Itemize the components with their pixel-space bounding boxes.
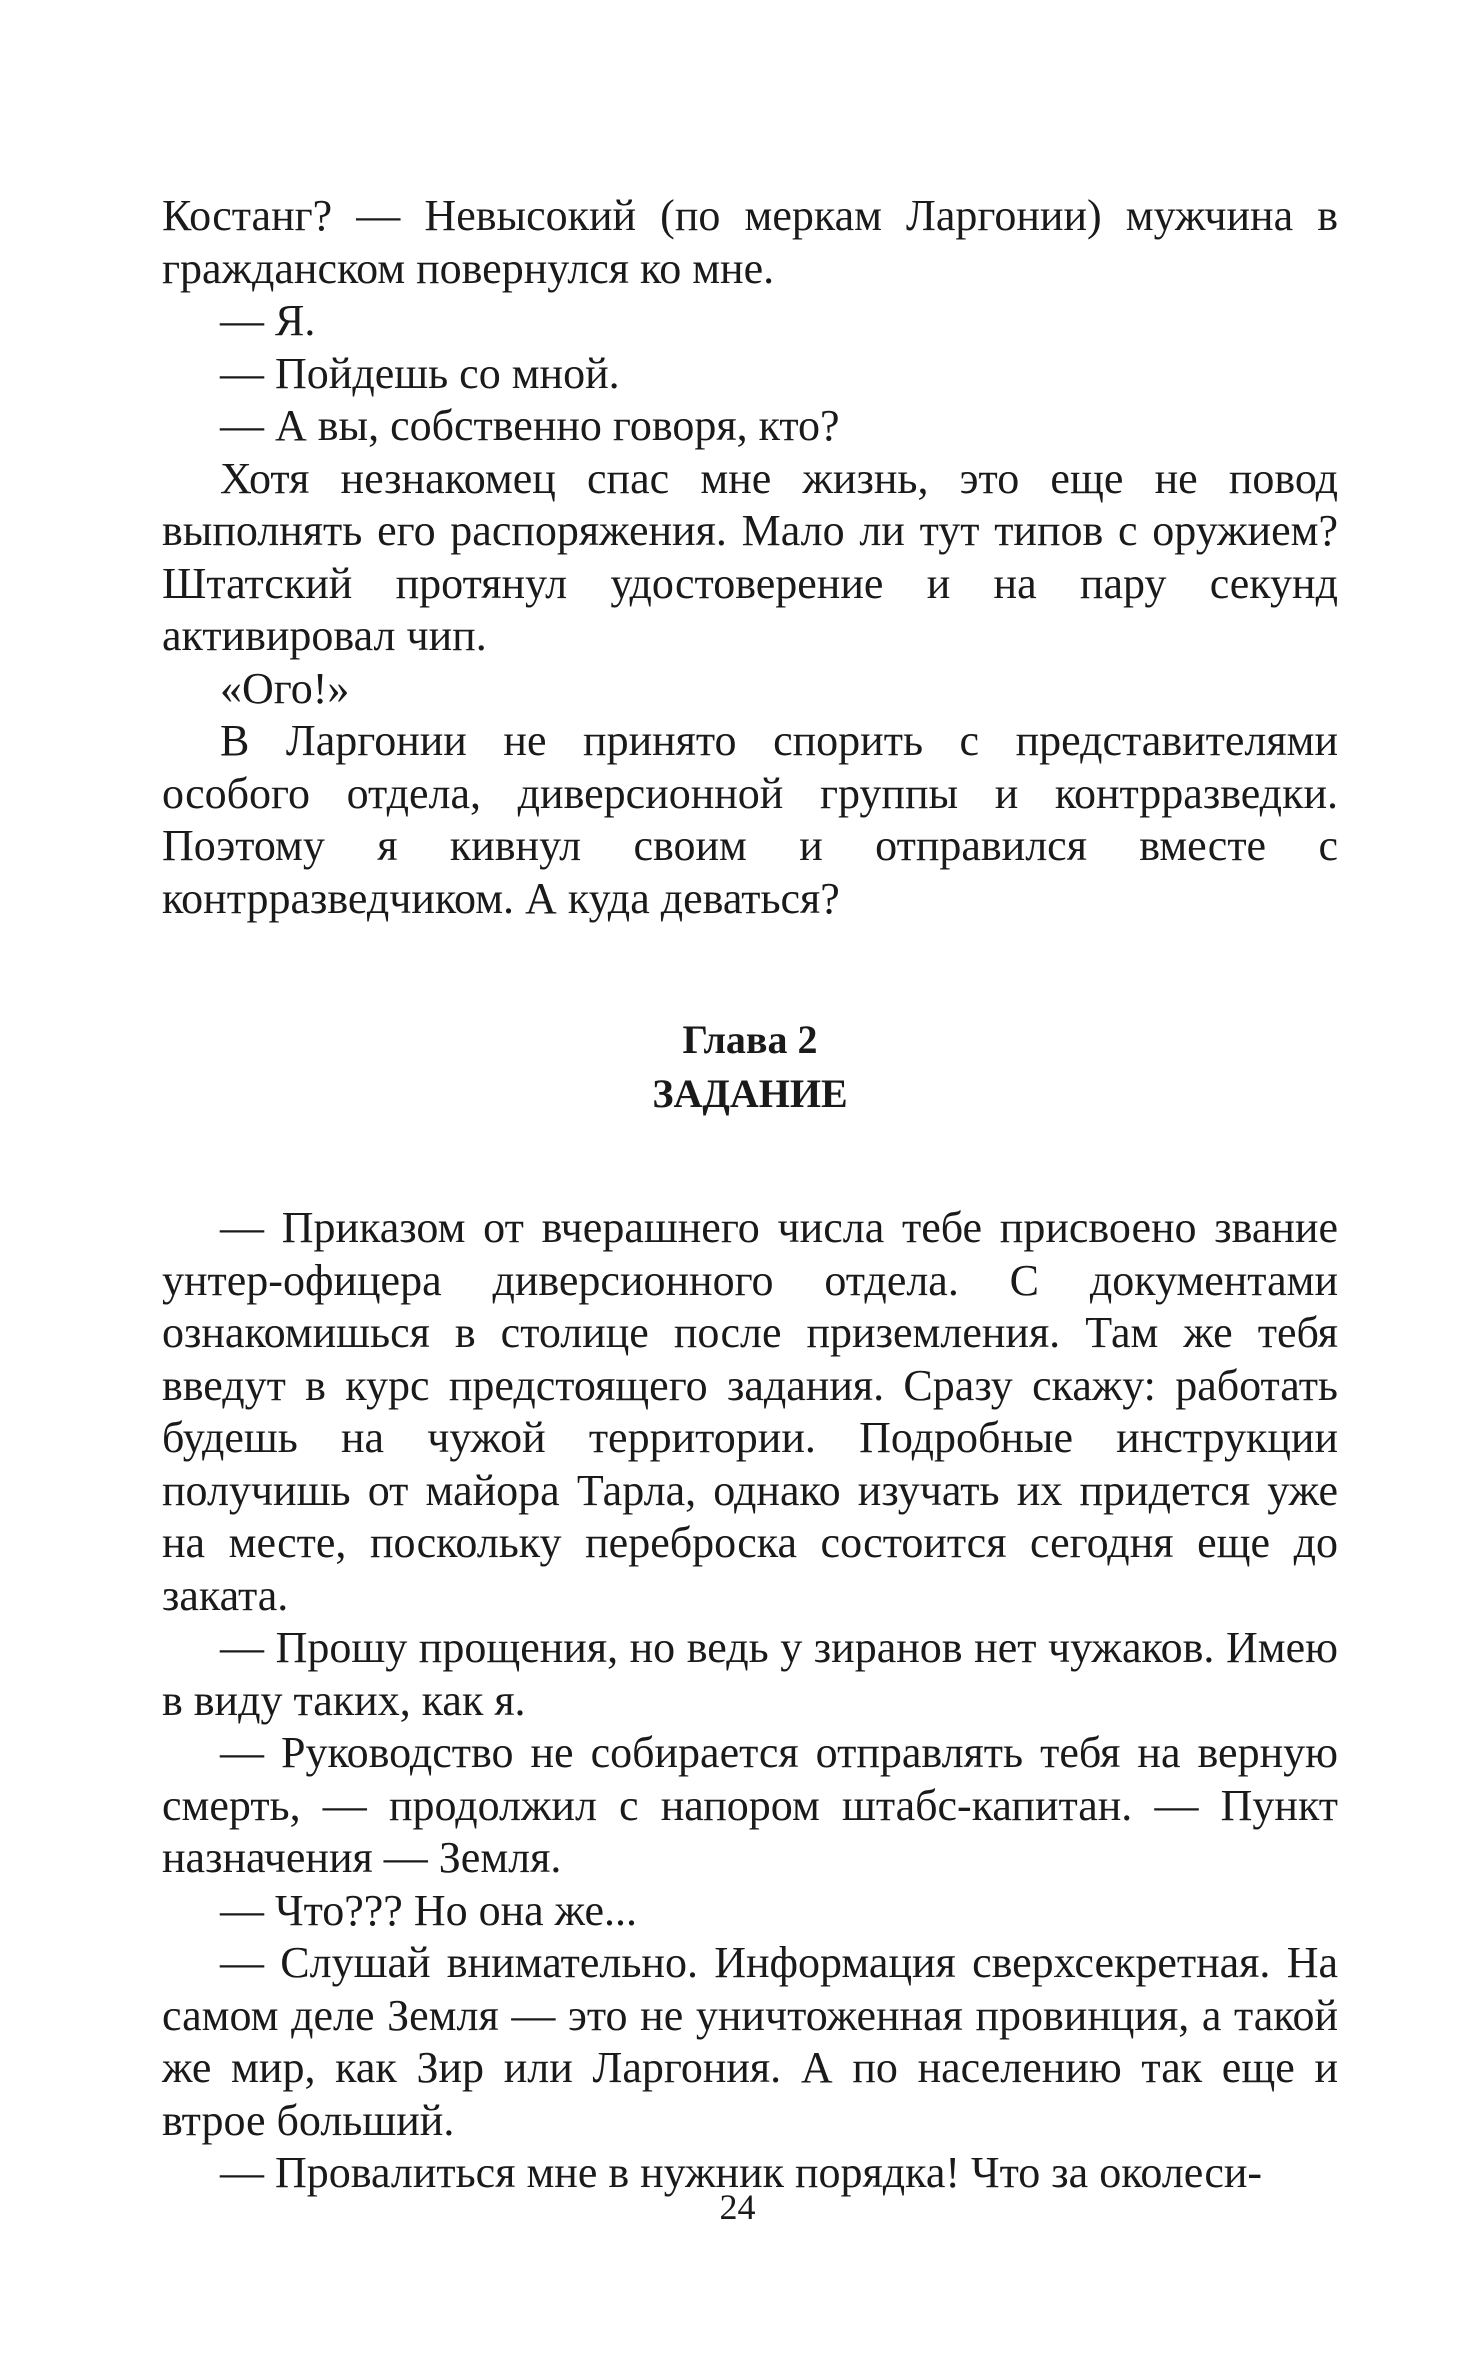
text-block-after-chapter <box>162 1202 1338 2200</box>
paragraph: Костанг? — Невысокий (по меркам Ларгонии) мужчина в гражданском повернулся ко мне. <box>162 191 1338 293</box>
paragraph: — Руководство не собирается отправлять тебя на верную смерть, — продолжил с напором штабс-капитан. — Пункт назначения — Земля. <box>162 1728 1338 1882</box>
text-block-before-chapter <box>162 190 1338 925</box>
paragraph: — Я. <box>220 296 316 345</box>
chapter-heading <box>162 1013 1338 1121</box>
paragraph: — Пойдешь со мной. <box>220 348 620 398</box>
paragraph: «Ого!» <box>220 663 350 713</box>
paragraph: Хотя незнакомец спас мне жизнь, это еще не повод выполнять его распоряжения. Мало ли тут типов с оружием? Штатский протянул удостоверение и на пару секунд активировал чип. <box>162 453 1338 660</box>
paragraph: — Что??? Но она же... <box>220 1885 638 1935</box>
chapter-number: Глава 2 <box>682 1017 818 1062</box>
paragraph: — Слушай внимательно. Информация сверхсекретная. На самом деле Земля — это не уничтоженная провинция, а такой же мир, как Зир или Ларгония. А по населению так еще и втрое больший. <box>162 1938 1338 2145</box>
paragraph: — А вы, собственно говоря, кто? <box>220 401 840 450</box>
paragraph: В Ларгонии не принято спорить с представителями особого отдела, диверсионной группы и контрразведки. Поэтому я кивнул своим и отправился вместе с контрразведчиком. А куда деваться? <box>162 716 1338 923</box>
paragraph: — Приказом от вчерашнего числа тебе присвоено звание унтер-офицера диверсионного отдела. С документами ознакомишься в столице после приземления. Там же тебя введут в курс предстоящего задания. Сразу скажу: работать будешь на чужой территории. Подробные инструкции получишь от майора Тарла, однако изучать их придется уже на месте, поскольку переброска состоится сегодня еще до заката. <box>162 1203 1338 1620</box>
page-number: 24 <box>719 2187 756 2227</box>
chapter-title: ЗАДАНИЕ <box>652 1071 848 1116</box>
paragraph: — Провалиться мне в нужник порядка! Что за околеси- <box>220 2148 1263 2197</box>
paragraph: — Прошу прощения, но ведь у зиранов нет чужаков. Имею в виду таких, как я. <box>162 1623 1338 1725</box>
page-content <box>162 190 1338 2197</box>
